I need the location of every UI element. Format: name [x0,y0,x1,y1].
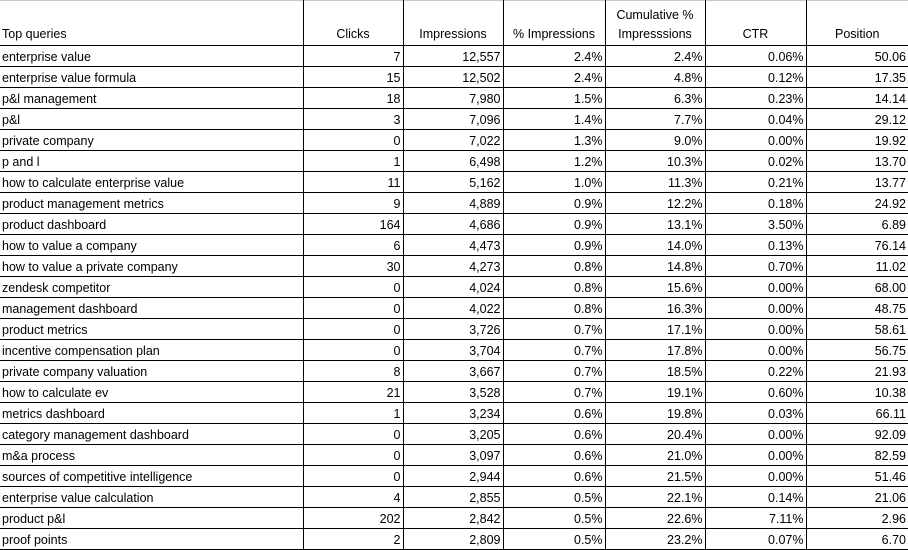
clicks-cell[interactable]: 18 [303,88,403,109]
pct-impressions-cell[interactable]: 1.5% [503,88,605,109]
clicks-cell[interactable]: 2 [303,529,403,550]
clicks-cell[interactable]: 0 [303,466,403,487]
clicks-cell[interactable]: 15 [303,67,403,88]
header-row [0,1,908,46]
ctr-cell[interactable]: 0.21% [705,172,806,193]
cumulative-pct-cell[interactable]: 6.3% [605,88,705,109]
header-clicks[interactable]: Clicks [303,1,403,46]
position-cell[interactable]: 10.38 [806,382,908,403]
impressions-cell[interactable]: 7,022 [403,130,503,151]
query-cell[interactable]: enterprise value [0,46,303,67]
table-row [0,46,908,67]
clicks-cell[interactable]: 1 [303,403,403,424]
position-cell[interactable]: 6.70 [806,529,908,550]
table-row [0,340,908,361]
clicks-cell[interactable]: 9 [303,193,403,214]
ctr-cell[interactable]: 0.00% [705,298,806,319]
query-cell[interactable]: how to value a company [0,235,303,256]
position-cell[interactable]: 6.89 [806,214,908,235]
ctr-cell[interactable]: 0.00% [705,319,806,340]
ctr-cell[interactable]: 0.06% [705,46,806,67]
pct-impressions-cell[interactable]: 0.9% [503,214,605,235]
clicks-cell[interactable]: 164 [303,214,403,235]
clicks-cell[interactable]: 0 [303,445,403,466]
impressions-cell[interactable]: 12,502 [403,67,503,88]
impressions-cell[interactable]: 3,234 [403,403,503,424]
impressions-cell[interactable]: 7,980 [403,88,503,109]
table-row [0,151,908,172]
query-cell[interactable]: product dashboard [0,214,303,235]
table-row [0,277,908,298]
impressions-cell[interactable]: 5,162 [403,172,503,193]
header-cumulative-pct[interactable]: Cumulative % Impresssions [605,1,705,46]
cumulative-pct-cell[interactable]: 20.4% [605,424,705,445]
impressions-cell[interactable]: 3,205 [403,424,503,445]
ctr-cell[interactable]: 0.23% [705,88,806,109]
clicks-cell[interactable]: 0 [303,340,403,361]
clicks-cell[interactable]: 0 [303,298,403,319]
position-cell[interactable]: 48.75 [806,298,908,319]
impressions-cell[interactable]: 3,667 [403,361,503,382]
cumulative-pct-cell[interactable]: 2.4% [605,46,705,67]
ctr-cell[interactable]: 0.00% [705,445,806,466]
ctr-cell[interactable]: 0.00% [705,130,806,151]
impressions-cell[interactable]: 4,686 [403,214,503,235]
pct-impressions-cell[interactable]: 0.7% [503,340,605,361]
ctr-cell[interactable]: 0.00% [705,340,806,361]
clicks-cell[interactable]: 6 [303,235,403,256]
cumulative-pct-cell[interactable]: 21.5% [605,466,705,487]
query-cell[interactable]: enterprise value calculation [0,487,303,508]
pct-impressions-cell[interactable]: 1.4% [503,109,605,130]
impressions-cell[interactable]: 2,944 [403,466,503,487]
query-cell[interactable]: p&l management [0,88,303,109]
table-row [0,235,908,256]
pct-impressions-cell[interactable]: 0.6% [503,403,605,424]
table-row [0,466,908,487]
query-cell[interactable]: product p&l [0,508,303,529]
query-cell[interactable]: how to calculate ev [0,382,303,403]
cumulative-pct-cell[interactable]: 21.0% [605,445,705,466]
ctr-cell[interactable]: 0.03% [705,403,806,424]
clicks-cell[interactable]: 21 [303,382,403,403]
table-row [0,529,908,550]
position-cell[interactable]: 11.02 [806,256,908,277]
impressions-cell[interactable]: 7,096 [403,109,503,130]
query-cell[interactable]: incentive compensation plan [0,340,303,361]
cumulative-pct-cell[interactable]: 22.1% [605,487,705,508]
position-cell[interactable]: 2.96 [806,508,908,529]
position-cell[interactable]: 14.14 [806,88,908,109]
table-row [0,172,908,193]
position-cell[interactable]: 19.92 [806,130,908,151]
header-ctr[interactable]: CTR [705,1,806,46]
impressions-cell[interactable]: 3,528 [403,382,503,403]
pct-impressions-cell[interactable]: 1.2% [503,151,605,172]
ctr-cell[interactable]: 0.14% [705,487,806,508]
pct-impressions-cell[interactable]: 0.5% [503,487,605,508]
ctr-cell[interactable]: 0.22% [705,361,806,382]
query-cell[interactable]: category management dashboard [0,424,303,445]
clicks-cell[interactable]: 0 [303,319,403,340]
pct-impressions-cell[interactable]: 0.8% [503,277,605,298]
pct-impressions-cell[interactable]: 0.6% [503,445,605,466]
clicks-cell[interactable]: 0 [303,130,403,151]
table-row [0,214,908,235]
table-row [0,382,908,403]
position-cell[interactable]: 13.70 [806,151,908,172]
cumulative-pct-cell[interactable]: 19.8% [605,403,705,424]
ctr-cell[interactable]: 0.00% [705,424,806,445]
position-cell[interactable]: 21.93 [806,361,908,382]
pct-impressions-cell[interactable]: 0.6% [503,424,605,445]
cumulative-pct-cell[interactable]: 11.3% [605,172,705,193]
table-row [0,403,908,424]
cumulative-pct-cell[interactable]: 13.1% [605,214,705,235]
query-cell[interactable]: proof points [0,529,303,550]
pct-impressions-cell[interactable]: 0.8% [503,298,605,319]
query-cell[interactable]: management dashboard [0,298,303,319]
table-row [0,109,908,130]
impressions-cell[interactable]: 4,024 [403,277,503,298]
clicks-cell[interactable]: 0 [303,277,403,298]
clicks-cell[interactable]: 7 [303,46,403,67]
query-cell[interactable]: product metrics [0,319,303,340]
pct-impressions-cell[interactable]: 2.4% [503,46,605,67]
impressions-cell[interactable]: 2,809 [403,529,503,550]
cumulative-pct-cell[interactable]: 22.6% [605,508,705,529]
clicks-cell[interactable]: 202 [303,508,403,529]
pct-impressions-cell[interactable]: 1.0% [503,172,605,193]
query-cell[interactable]: zendesk competitor [0,277,303,298]
pct-impressions-cell[interactable]: 0.7% [503,319,605,340]
ctr-cell[interactable]: 0.70% [705,256,806,277]
pct-impressions-cell[interactable]: 0.5% [503,529,605,550]
cumulative-pct-cell[interactable]: 14.8% [605,256,705,277]
query-cell[interactable]: how to calculate enterprise value [0,172,303,193]
query-cell[interactable]: metrics dashboard [0,403,303,424]
clicks-cell[interactable]: 11 [303,172,403,193]
ctr-cell[interactable]: 0.04% [705,109,806,130]
impressions-cell[interactable]: 2,842 [403,508,503,529]
cumulative-pct-cell[interactable]: 18.5% [605,361,705,382]
clicks-cell[interactable]: 0 [303,424,403,445]
query-cell[interactable]: sources of competitive intelligence [0,466,303,487]
cumulative-pct-cell[interactable]: 10.3% [605,151,705,172]
ctr-cell[interactable]: 0.12% [705,67,806,88]
position-cell[interactable]: 68.00 [806,277,908,298]
pct-impressions-cell[interactable]: 2.4% [503,67,605,88]
pct-impressions-cell[interactable]: 0.8% [503,256,605,277]
position-cell[interactable]: 21.06 [806,487,908,508]
table-row [0,193,908,214]
query-cell[interactable]: private company valuation [0,361,303,382]
position-cell[interactable]: 51.46 [806,466,908,487]
ctr-cell[interactable]: 0.00% [705,277,806,298]
ctr-cell[interactable]: 0.18% [705,193,806,214]
position-cell[interactable]: 92.09 [806,424,908,445]
impressions-cell[interactable]: 6,498 [403,151,503,172]
impressions-cell[interactable]: 4,473 [403,235,503,256]
cumulative-pct-cell[interactable]: 17.8% [605,340,705,361]
cumulative-pct-cell[interactable]: 23.2% [605,529,705,550]
impressions-cell[interactable]: 3,704 [403,340,503,361]
position-cell[interactable]: 76.14 [806,235,908,256]
table-row [0,487,908,508]
position-cell[interactable]: 13.77 [806,172,908,193]
impressions-cell[interactable]: 2,855 [403,487,503,508]
table-row [0,508,908,529]
clicks-cell[interactable]: 1 [303,151,403,172]
query-cell[interactable]: enterprise value formula [0,67,303,88]
cumulative-pct-cell[interactable]: 12.2% [605,193,705,214]
cumulative-pct-cell[interactable]: 7.7% [605,109,705,130]
cumulative-pct-cell[interactable]: 4.8% [605,67,705,88]
pct-impressions-cell[interactable]: 1.3% [503,130,605,151]
impressions-cell[interactable]: 3,097 [403,445,503,466]
table-row [0,424,908,445]
position-cell[interactable]: 29.12 [806,109,908,130]
table-row [0,298,908,319]
table-row [0,88,908,109]
cumulative-pct-cell[interactable]: 16.3% [605,298,705,319]
ctr-cell[interactable]: 0.00% [705,466,806,487]
pct-impressions-cell[interactable]: 0.9% [503,235,605,256]
position-cell[interactable]: 56.75 [806,340,908,361]
cumulative-pct-cell[interactable]: 9.0% [605,130,705,151]
ctr-cell[interactable]: 7.11% [705,508,806,529]
impressions-cell[interactable]: 4,022 [403,298,503,319]
query-cell[interactable]: how to value a private company [0,256,303,277]
impressions-cell[interactable]: 4,889 [403,193,503,214]
table-row [0,361,908,382]
ctr-cell[interactable]: 0.60% [705,382,806,403]
ctr-cell[interactable]: 0.13% [705,235,806,256]
clicks-cell[interactable]: 30 [303,256,403,277]
ctr-cell[interactable]: 0.02% [705,151,806,172]
position-cell[interactable]: 50.06 [806,46,908,67]
table-row [0,130,908,151]
position-cell[interactable]: 58.61 [806,319,908,340]
ctr-cell[interactable]: 3.50% [705,214,806,235]
query-cell[interactable]: p and l [0,151,303,172]
position-cell[interactable]: 17.35 [806,67,908,88]
table-row [0,319,908,340]
position-cell[interactable]: 24.92 [806,193,908,214]
ctr-cell[interactable]: 0.07% [705,529,806,550]
position-cell[interactable]: 66.11 [806,403,908,424]
pct-impressions-cell[interactable]: 0.5% [503,508,605,529]
header-pct-impressions[interactable]: % Impressions [503,1,605,46]
pct-impressions-cell[interactable]: 0.7% [503,382,605,403]
cumulative-pct-cell[interactable]: 17.1% [605,319,705,340]
table-row [0,445,908,466]
header-impressions[interactable]: Impressions [403,1,503,46]
clicks-cell[interactable]: 8 [303,361,403,382]
header-position[interactable]: Position [806,1,908,46]
impressions-cell[interactable]: 3,726 [403,319,503,340]
query-cell[interactable]: m&a process [0,445,303,466]
cumulative-pct-cell[interactable]: 19.1% [605,382,705,403]
pct-impressions-cell[interactable]: 0.6% [503,466,605,487]
cumulative-pct-cell[interactable]: 14.0% [605,235,705,256]
position-cell[interactable]: 82.59 [806,445,908,466]
pct-impressions-cell[interactable]: 0.9% [503,193,605,214]
table-row [0,256,908,277]
pct-impressions-cell[interactable]: 0.7% [503,361,605,382]
impressions-cell[interactable]: 12,557 [403,46,503,67]
clicks-cell[interactable]: 4 [303,487,403,508]
clicks-cell[interactable]: 3 [303,109,403,130]
query-cell[interactable]: p&l [0,109,303,130]
impressions-cell[interactable]: 4,273 [403,256,503,277]
cumulative-pct-cell[interactable]: 15.6% [605,277,705,298]
query-cell[interactable]: product management metrics [0,193,303,214]
header-top-queries[interactable]: Top queries [0,1,303,46]
table-row [0,67,908,88]
query-cell[interactable]: private company [0,130,303,151]
